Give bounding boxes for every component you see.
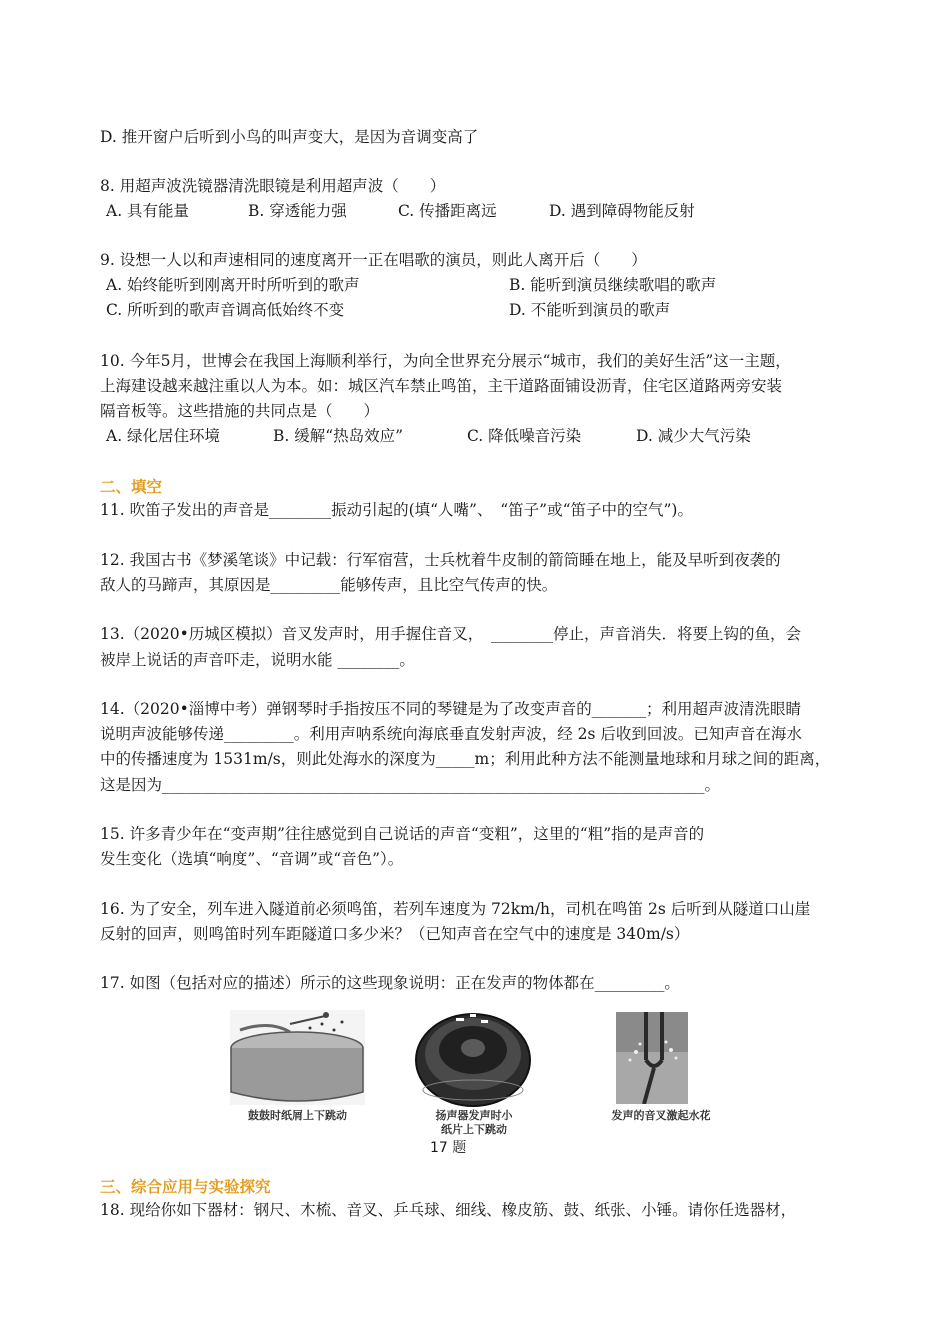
q10-option-d: D. 减少大气污染 bbox=[636, 427, 751, 445]
q11-text: 11. 吹笛子发出的声音是________振动引起的(填“人嘴”、 “笛子”或“笛子中的空气”)。 bbox=[100, 501, 693, 519]
q14-line-3: 中的传播速度为 1531m/s，则此处海水的深度为_____m；利用此种方法不能测量地球和月球之间的距离， bbox=[100, 750, 831, 768]
section-3-heading: 三、综合应用与实验探究 bbox=[100, 1178, 271, 1196]
drum-caption: 鼓鼓时纸屑上下跳动 bbox=[248, 1109, 347, 1122]
tuning-fork-figure bbox=[616, 1012, 688, 1104]
q13-line-2: 被岸上说话的声音吓走，说明水能 ________。 bbox=[100, 651, 415, 669]
speaker-figure bbox=[414, 1004, 532, 1108]
drum-figure bbox=[230, 1010, 365, 1105]
q10-option-b: B. 缓解“热岛效应” bbox=[273, 427, 404, 445]
q10-line-3: 隔音板等。这些措施的共同点是（ ） bbox=[100, 402, 380, 420]
q9-option-d: D. 不能听到演员的歌声 bbox=[509, 301, 671, 319]
q8-option-a: A. 具有能量 bbox=[106, 202, 190, 220]
q17-text: 17. 如图（包括对应的描述）所示的这些现象说明：正在发声的物体都在_________。 bbox=[100, 974, 680, 992]
q9-option-b: B. 能听到演员继续歌唱的歌声 bbox=[509, 276, 717, 294]
q10-line-1: 10. 今年5月，世博会在我国上海顺利举行，为向全世界充分展示“城市，我们的美好生活”这一主题， bbox=[100, 352, 791, 370]
figure-label: 17 题 bbox=[430, 1140, 467, 1156]
tuning-fork-caption: 发声的音叉激起水花 bbox=[611, 1109, 711, 1122]
q12-line-2: 敌人的马蹄声，其原因是_________能够传声，且比空气传声的快。 bbox=[100, 576, 558, 594]
q10-option-a: A. 绿化居住环境 bbox=[106, 427, 221, 445]
q8-option-d: D. 遇到障碍物能反射 bbox=[549, 202, 695, 220]
q15-line-2: 发生变化（选填“响度”、“音调”或“音色”）。 bbox=[100, 850, 404, 868]
section-2-heading: 二、填空 bbox=[100, 478, 163, 496]
q18-text: 18. 现给你如下器材：钢尺、木梳、音叉、乒乓球、细线、橡皮筋、鼓、纸张、小锤。请你任选器材， bbox=[100, 1201, 797, 1219]
q12-line-1: 12. 我国古书《梦溪笔谈》中记载：行军宿营，士兵枕着牛皮制的箭筒睡在地上，能及早听到夜袭的 bbox=[100, 551, 781, 569]
q16-line-2: 反射的回声，则鸣笛时列车距隧道口多少米？（已知声音在空气中的速度是 340m/s） bbox=[100, 925, 690, 943]
q16-line-1: 16. 为了安全，列车进入隧道前必须鸣笛，若列车速度为 72km/h，司机在鸣笛 2s 后听到从隧道口山崖 bbox=[100, 900, 811, 918]
q9-option-a: A. 始终能听到刚离开时所听到的歌声 bbox=[106, 276, 360, 294]
q14-line-1: 14.（2020•淄博中考）弹钢琴时手指按压不同的琴键是为了改变声音的_______；利用超声波清洗眼睛 bbox=[100, 700, 801, 718]
q9-option-c: C. 所听到的歌声音调高低始终不变 bbox=[106, 301, 345, 319]
q14-line-4: 这是因为______________________________________________________________________。 bbox=[100, 776, 721, 794]
q10-line-2: 上海建设越来越注重以人为本。如：城区汽车禁止鸣笛，主干道路面铺设沥青，住宅区道路两旁安装 bbox=[100, 377, 783, 395]
q10-option-c: C. 降低噪音污染 bbox=[467, 427, 582, 445]
q7-option-d: D. 推开窗户后听到小鸟的叫声变大，是因为音调变高了 bbox=[100, 128, 479, 146]
speaker-caption: 扬声器发声时小 纸片上下跳动 bbox=[435, 1109, 513, 1136]
q14-line-2: 说明声波能够传递_________。利用声呐系统向海底垂直发射声波，经 2s 后收到回波。已知声音在海水 bbox=[100, 725, 802, 743]
q15-line-1: 15. 许多青少年在“变声期”往往感觉到自己说话的声音“变粗”，这里的“粗”指的是声音的 bbox=[100, 825, 705, 843]
q8-stem: 8. 用超声波洗镜器清洗眼镜是利用超声波（ ） bbox=[100, 177, 446, 195]
q8-option-b: B. 穿透能力强 bbox=[248, 202, 347, 220]
q9-stem: 9. 设想一人以和声速相同的速度离开一正在唱歌的演员，则此人离开后（ ） bbox=[100, 251, 647, 269]
q8-option-c: C. 传播距离远 bbox=[398, 202, 497, 220]
q13-line-1: 13.（2020•历城区模拟）音叉发声时，用手握住音叉， ________停止，声音消失．将要上钩的鱼，会 bbox=[100, 625, 801, 643]
